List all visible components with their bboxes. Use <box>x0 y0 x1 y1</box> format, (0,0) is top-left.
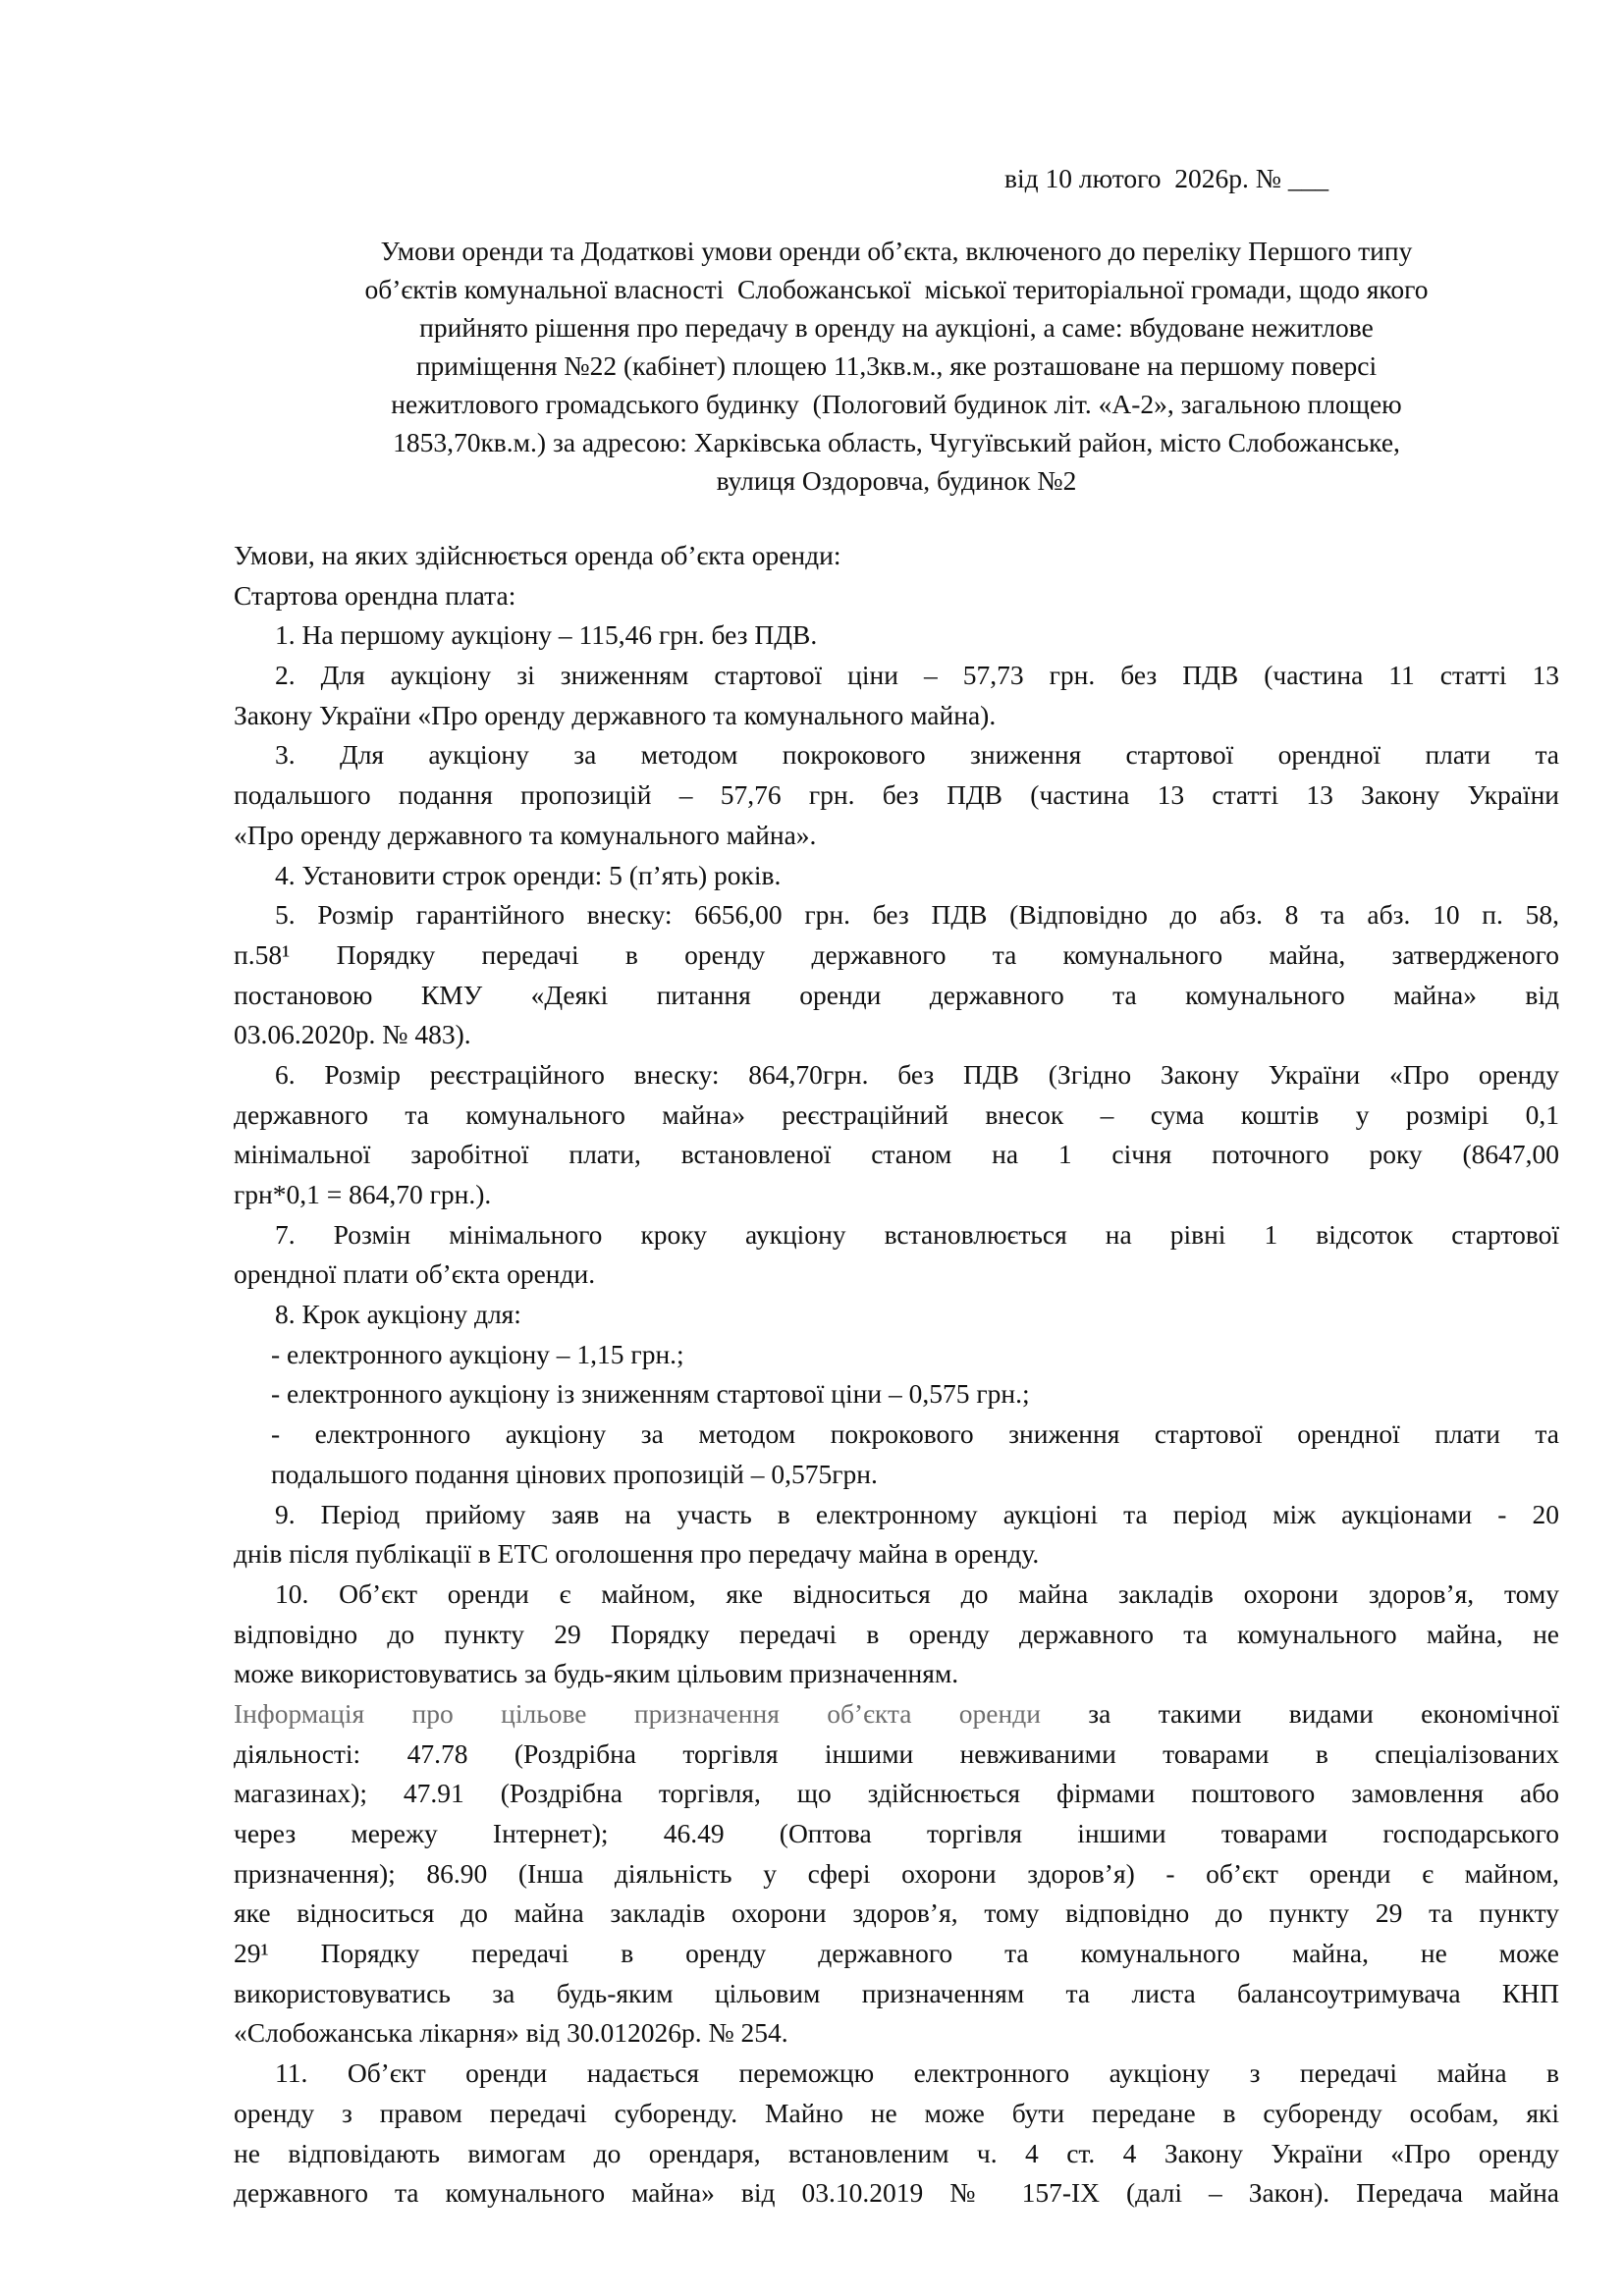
paragraph <box>234 1335 1559 1375</box>
paragraph-line: використовуватись за будь-яким цільовим призначенням та листа балансоутримувача КНП <box>234 1977 1559 2008</box>
paragraph-line: 29¹ Порядку передачі в оренду державного та комунального майна, не може <box>234 1938 1559 1969</box>
paragraph-line: 4. Установити строк оренди: 5 (п’ять) років. <box>275 859 782 890</box>
purpose-info-paragraph <box>234 1694 1559 2054</box>
paragraph-line: не відповідають вимогам до орендаря, встановленим ч. 4 ст. 4 Закону України «Про оренду <box>234 2137 1559 2168</box>
paragraph-line: грн*0,1 = 864,70 грн.). <box>234 1179 492 1209</box>
paragraph <box>234 1055 1559 1215</box>
title-line: об’єктів комунальної власності Слобожанської міської територіальної громади, щодо якого <box>364 274 1429 304</box>
paragraph-line: мінімальної заробітної плати, встановленої станом на 1 січня поточного року (8647,00 <box>234 1139 1559 1170</box>
paragraph-line: Стартова орендна плата: <box>234 579 516 611</box>
paragraph-line: - електронного аукціону за методом покрокового зниження стартової орендної плати та <box>271 1418 1559 1450</box>
paragraph-line: «Слобожанська лікарня» від 30.012026р. № 254. <box>234 2017 788 2049</box>
title-line: Умови оренди та Додаткові умови оренди об’єкта, включеного до переліку Першого типу <box>380 236 1413 266</box>
paragraph-line: 6. Розмір реєстраційного внеску: 864,70грн. без ПДВ (Згідно Закону України «Про оренду <box>275 1058 1559 1090</box>
paragraph-line: п.58¹ Порядку передачі в оренду державного та комунального майна, затвердженого <box>234 938 1559 970</box>
paragraph-line: подальшого подання цінових пропозицій – 0,575грн. <box>271 1458 878 1489</box>
paragraph <box>234 2054 1559 2214</box>
document-title <box>234 232 1559 500</box>
paragraph-line: 2. Для аукціону зі зниженням стартової ціни – 57,73 грн. без ПДВ (частина 11 статті 13 <box>275 660 1559 691</box>
paragraph <box>234 735 1559 855</box>
paragraph-line: 3. Для аукціону за методом покрокового зниження стартової орендної плати та <box>275 739 1559 771</box>
paragraph <box>234 895 1559 1055</box>
title-line: прийнято рішення про передачу в оренду на аукціоні, а саме: вбудоване нежитлове <box>419 312 1374 343</box>
paragraph-line: подальшого подання пропозицій – 57,76 грн. без ПДВ (частина 13 статті 13 Закону України <box>234 779 1559 811</box>
document-body <box>234 536 1559 2214</box>
paragraph-line: 03.06.2020р. № 483). <box>234 1019 471 1050</box>
paragraph <box>234 856 1559 896</box>
paragraph <box>234 576 1559 616</box>
paragraph-line: 1. На першому аукціону – 115,46 грн. без ПДВ. <box>275 619 818 651</box>
paragraph <box>234 1295 1559 1335</box>
paragraph-line: діяльності: 47.78 (Роздрібна торгівля іншими невживаними товарами в спеціалізованих <box>234 1737 1559 1769</box>
paragraph-line: - електронного аукціону – 1,15 грн.; <box>271 1338 684 1369</box>
paragraph-line: державного та комунального майна» реєстраційний внесок – сума коштів у розмірі 0,1 <box>234 1098 1559 1130</box>
paragraph-line: Умови, на яких здійснюється оренда об’єкта оренди: <box>234 540 841 570</box>
paragraph <box>234 1495 1559 1575</box>
paragraph-line: оренду з правом передачі суборенду. Майно не може бути передане в суборенду особам, які <box>234 2097 1559 2128</box>
paragraph-line: 5. Розмір гарантійного внеску: 6656,00 грн. без ПДВ (Відповідно до абз. 8 та абз. 10 п. 58, <box>275 899 1559 931</box>
paragraph-line <box>234 1694 1559 1735</box>
purpose-info-lead-rest: за такими видами економічної <box>1040 1697 1559 1729</box>
document-date-number: від 10 лютого 2026р. № ___ <box>1004 163 1329 193</box>
paragraph <box>234 1215 1559 1295</box>
paragraph <box>234 1374 1559 1415</box>
paragraph-line: 11. Об’єкт оренди надається переможцю електронного аукціону з передачі майна в <box>275 2057 1559 2089</box>
paragraph-line: через мережу Інтернет); 46.49 (Оптова торгівля іншими товарами господарського <box>234 1818 1559 1848</box>
paragraph <box>234 615 1559 656</box>
paragraph-line: Закону України «Про оренду державного та комунального майна). <box>234 699 997 730</box>
paragraph <box>234 1575 1559 1694</box>
title-line: вулиця Оздоровча, будинок №2 <box>716 465 1077 496</box>
paragraph-line: «Про оренду державного та комунального майна». <box>234 819 817 850</box>
paragraph-line: постановою КМУ «Деякі питання оренди державного та комунального майна» від <box>234 979 1559 1010</box>
paragraph-line: державного та комунального майна» від 03.10.2019 № 157-IX (далі – Закон). Передача майна <box>234 2177 1559 2209</box>
paragraph <box>234 1415 1559 1494</box>
title-line: 1853,70кв.м.) за адресою: Харківська область, Чугуївський район, місто Слобожанське, <box>393 427 1400 457</box>
paragraph-line: днів після публікації в ЕТС оголошення про передачу майна в оренду. <box>234 1538 1040 1570</box>
paragraph-line: може використовуватись за будь-яким цільовим призначенням. <box>234 1658 959 1689</box>
paragraph-line: 7. Розмін мінімального кроку аукціону встановлюється на рівні 1 відсоток стартової <box>275 1218 1559 1250</box>
paragraph-line: 10. Об’єкт оренди є майном, яке відноситься до майна закладів охорони здоров’я, тому <box>275 1577 1559 1609</box>
paragraph-line: 9. Період прийому заяв на участь в електронному аукціоні та період між аукціонами - 20 <box>275 1498 1559 1529</box>
paragraph-line: яке відноситься до майна закладів охорони здоров’я, тому відповідно до пункту 29 та пункту <box>234 1897 1559 1929</box>
paragraph <box>234 536 1559 576</box>
paragraph-line: магазинах); 47.91 (Роздрібна торгівля, що здійснюється фірмами поштового замовлення або <box>234 1778 1559 1809</box>
paragraph-line: - електронного аукціону із зниженням стартової ціни – 0,575 грн.; <box>271 1378 1030 1410</box>
title-line: приміщення №22 (кабінет) площею 11,3кв.м., яке розташоване на першому поверсі <box>415 350 1378 381</box>
title-line: нежитлового громадського будинку (Пологовий будинок літ. «А-2», загальною площею <box>391 389 1402 419</box>
paragraph <box>234 656 1559 735</box>
paragraph-line: орендної плати об’єкта оренди. <box>234 1258 596 1290</box>
purpose-info-lead: Інформація про цільове призначення об’єкта оренди <box>234 1697 1041 1729</box>
paragraph-line: 8. Крок аукціону для: <box>275 1299 521 1330</box>
paragraph-line: відповідно до пункту 29 Порядку передачі в оренду державного та комунального майна, не <box>234 1618 1559 1649</box>
paragraph-line: призначення); 86.90 (Інша діяльність у сфері охорони здоров’я) - об’єкт оренди є майном, <box>234 1857 1559 1889</box>
